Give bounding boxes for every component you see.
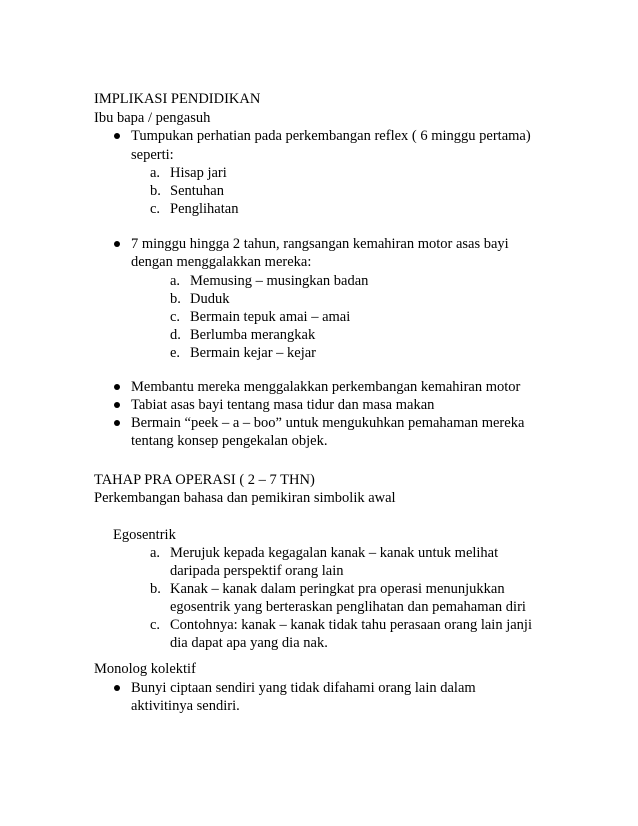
list-item: Bermain tepuk amai – amai [190,309,351,325]
bullet-text: Tabiat asas bayi tentang masa tidur dan masa makan [131,397,435,413]
list-item: Merujuk kepada kegagalan kanak – kanak untuk melihat [170,545,499,561]
list-marker: e. [170,345,181,361]
list-item-continued: dia dapat apa yang dia nak. [170,635,328,651]
list-marker: b. [150,581,161,597]
list-marker: c. [150,201,161,217]
bullet-icon [114,685,120,691]
list-item: Duduk [190,291,230,307]
section-heading: TAHAP PRA OPERASI ( 2 – 7 THN) [94,472,315,488]
bullet-text-continued: tentang konsep pengekalan objek. [131,433,328,449]
list-item: Berlumba merangkak [190,327,316,343]
list-item: Memusing – musingkan badan [190,273,369,289]
list-marker: a. [170,273,181,289]
bullet-icon [114,241,120,247]
list-marker: b. [150,183,161,199]
bullet-text: 7 minggu hingga 2 tahun, rangsangan kemahiran motor asas bayi [131,236,509,252]
bullet-icon [114,384,120,390]
bullet-text: Tumpukan perhatian pada perkembangan reflex ( 6 minggu pertama) [131,128,531,144]
list-item-continued: egosentrik yang berteraskan penglihatan dan pemahaman diri [170,599,526,615]
section-subheading: Perkembangan bahasa dan pemikiran simbolik awal [94,490,396,506]
section-heading: IMPLIKASI PENDIDIKAN [94,91,261,107]
list-item: Kanak – kanak dalam peringkat pra operasi menunjukkan [170,581,505,597]
list-marker: c. [150,617,161,633]
list-marker: a. [150,165,161,181]
section-subheading: Ibu bapa / pengasuh [94,110,211,126]
bullet-text: Bermain “peek – a – boo” untuk mengukuhkan pemahaman mereka [131,415,525,431]
list-item: Hisap jari [170,165,227,181]
list-marker: d. [170,327,181,343]
list-marker: a. [150,545,161,561]
list-item: Bermain kejar – kejar [190,345,317,361]
bullet-icon [114,402,120,408]
bullet-icon [114,420,120,426]
bullet-text-continued: aktivitinya sendiri. [131,698,240,714]
list-marker: c. [170,309,181,325]
bullet-text-continued: seperti: [131,147,174,163]
list-item: Penglihatan [170,201,239,217]
list-item: Contohnya: kanak – kanak tidak tahu perasaan orang lain janji [170,617,532,633]
subsection-title: Monolog kolektif [94,661,196,677]
list-item: Sentuhan [170,183,224,199]
list-marker: b. [170,291,181,307]
bullet-icon [114,133,120,139]
bullet-text-continued: dengan menggalakkan mereka: [131,254,312,270]
bullet-text: Membantu mereka menggalakkan perkembangan kemahiran motor [131,379,521,395]
bullet-text: Bunyi ciptaan sendiri yang tidak difahami orang lain dalam [131,680,476,696]
subsection-title: Egosentrik [113,527,176,543]
list-item-continued: daripada perspektif orang lain [170,563,344,579]
